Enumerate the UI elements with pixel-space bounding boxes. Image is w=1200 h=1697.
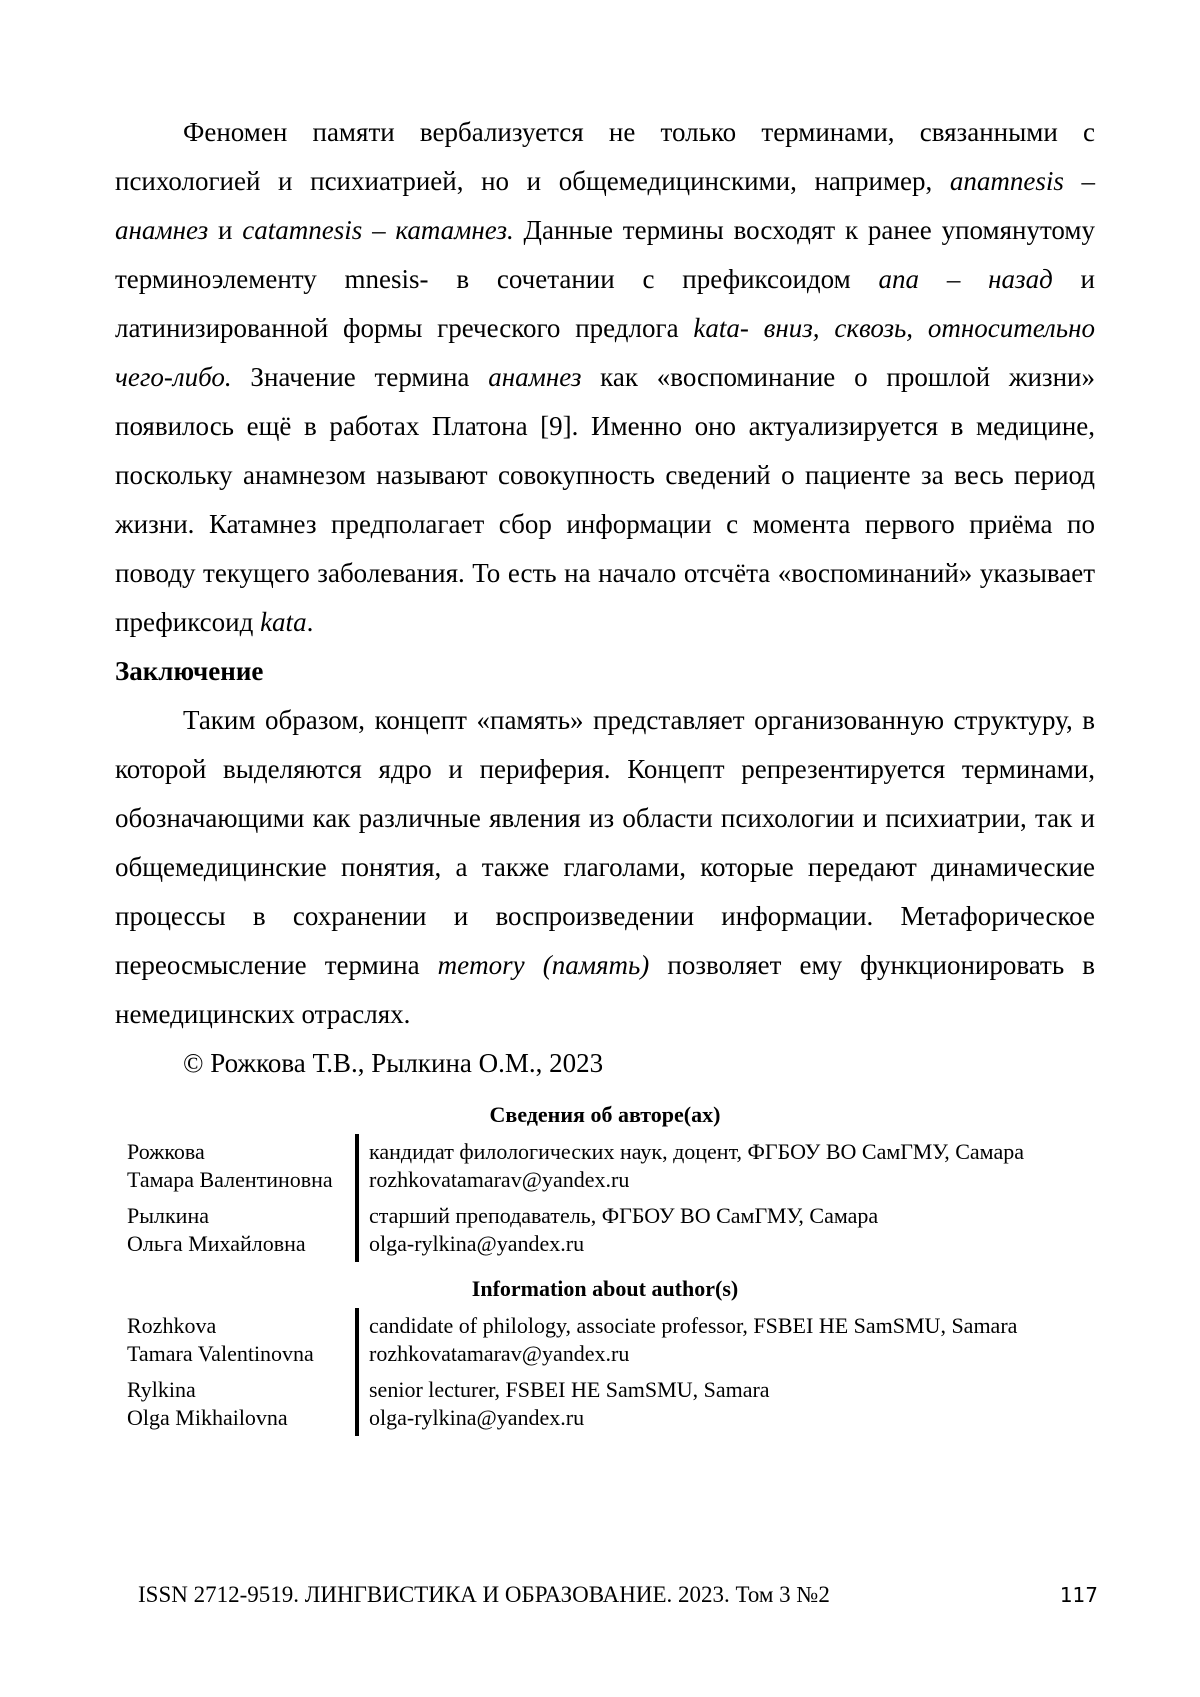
author-email: olga-rylkina@yandex.ru: [369, 1231, 585, 1256]
author-email: rozhkovatamarav@yandex.ru: [369, 1167, 630, 1192]
author-email: olga-rylkina@yandex.ru: [369, 1405, 585, 1430]
italic-term: анамнез: [488, 362, 582, 392]
author-surname: Рожкова: [127, 1139, 205, 1164]
table-row: [115, 1308, 1095, 1372]
author-affiliation: кандидат филологических наук, доцент, ФГБОУ ВО СамГМУ, Самара: [369, 1139, 1024, 1164]
italic-term: anamnesis – анамнез: [115, 166, 1096, 245]
author-name-cell: [115, 1198, 357, 1262]
author-given-names: Ольга Михайловна: [127, 1231, 306, 1256]
authors-en-table: [115, 1308, 1095, 1436]
italic-term: ana – назад: [878, 264, 1053, 294]
body-paragraph-conclusion: [115, 696, 1095, 1039]
text-run: как «воспоминание о прошлой жизни» появилось ещё в работах Платона [9]. Именно оно актуализируется в медицине, поскольку анамнезом называют совокупность сведений о пациенте за весь период жизни. Катамнез предполагает сбор информации с момента первого приёма по поводу текущего заболевания. То есть на начало отсчёта «воспоминаний» указывает префиксоид: [115, 362, 1095, 637]
author-given-names: Olga Mikhailovna: [127, 1405, 288, 1430]
author-given-names: Tamara Valentinovna: [127, 1341, 314, 1366]
author-affiliation: candidate of philology, associate professor, FSBEI HE SamSMU, Samara: [369, 1313, 1018, 1338]
author-info-cell: [357, 1372, 1095, 1436]
italic-term: catamnesis – катамнез.: [242, 215, 514, 245]
copyright-line: © Рожкова Т.В., Рылкина О.М., 2023: [183, 1048, 604, 1078]
italic-term: kata- вниз, сквозь, относительно чего-либо.: [115, 313, 1095, 392]
italic-term: kata: [260, 607, 307, 637]
author-surname: Rylkina: [127, 1377, 196, 1402]
text-run: .: [306, 607, 314, 637]
authors-en-title: Information about author(s): [471, 1276, 739, 1301]
text-run: позволяет ему функционировать в немедицинских отраслях.: [115, 950, 1095, 1029]
text-run: Феномен памяти вербализуется не только терминами, связанными с психологией и психиатрией, но и общемедицинскими, например,: [115, 117, 1095, 196]
author-given-names: Тамара Валентиновна: [127, 1167, 333, 1192]
text-run: Значение термина: [231, 362, 489, 392]
author-name-cell: [115, 1372, 357, 1436]
author-email: rozhkovatamarav@yandex.ru: [369, 1341, 630, 1366]
author-affiliation: senior lecturer, FSBEI HE SamSMU, Samara: [369, 1377, 770, 1402]
author-affiliation: старший преподаватель, ФГБОУ ВО СамГМУ, Самара: [369, 1203, 879, 1228]
table-row: [115, 1198, 1095, 1262]
italic-term: memory (память): [437, 950, 650, 980]
author-surname: Rozhkova: [127, 1313, 217, 1338]
author-info-cell: [357, 1308, 1095, 1372]
section-heading-conclusion: Заключение: [115, 656, 264, 686]
author-name-cell: [115, 1308, 357, 1372]
page-body: [115, 108, 1095, 1436]
author-info-cell: [357, 1198, 1095, 1262]
journal-citation: ISSN 2712-9519. ЛИНГВИСТИКА И ОБРАЗОВАНИЕ. 2023. Том 3 №2: [138, 1582, 830, 1607]
authors-ru-table: [115, 1134, 1095, 1262]
author-name-cell: [115, 1134, 357, 1198]
text-run: и: [208, 215, 243, 245]
table-row: [115, 1372, 1095, 1436]
table-row: [115, 1134, 1095, 1198]
text-run: и латинизированной формы греческого предлога: [115, 264, 1095, 343]
authors-ru-title: Сведения об авторе(ах): [489, 1102, 721, 1127]
author-info-cell: [357, 1134, 1095, 1198]
text-run: Таким образом, концепт «память» представляет организованную структуру, в которой выделяются ядро и периферия. Концепт репрезентируется терминами, обозначающими как различные явления из области психологии и психиатрии, так и общемедицинские понятия, а также глаголами, которые передают динамические процессы в сохранении и воспроизведении информации. Метафорическое переосмысление термина: [115, 705, 1095, 980]
author-surname: Рылкина: [127, 1203, 209, 1228]
page-footer: [138, 1580, 1098, 1610]
text-run: Данные термины восходят к ранее упомянутому терминоэлементу mnesis- в сочетании с префиксоидом: [115, 215, 1095, 294]
body-paragraph-memory-terms: [115, 108, 1095, 647]
page-number: 117: [1059, 1583, 1098, 1607]
